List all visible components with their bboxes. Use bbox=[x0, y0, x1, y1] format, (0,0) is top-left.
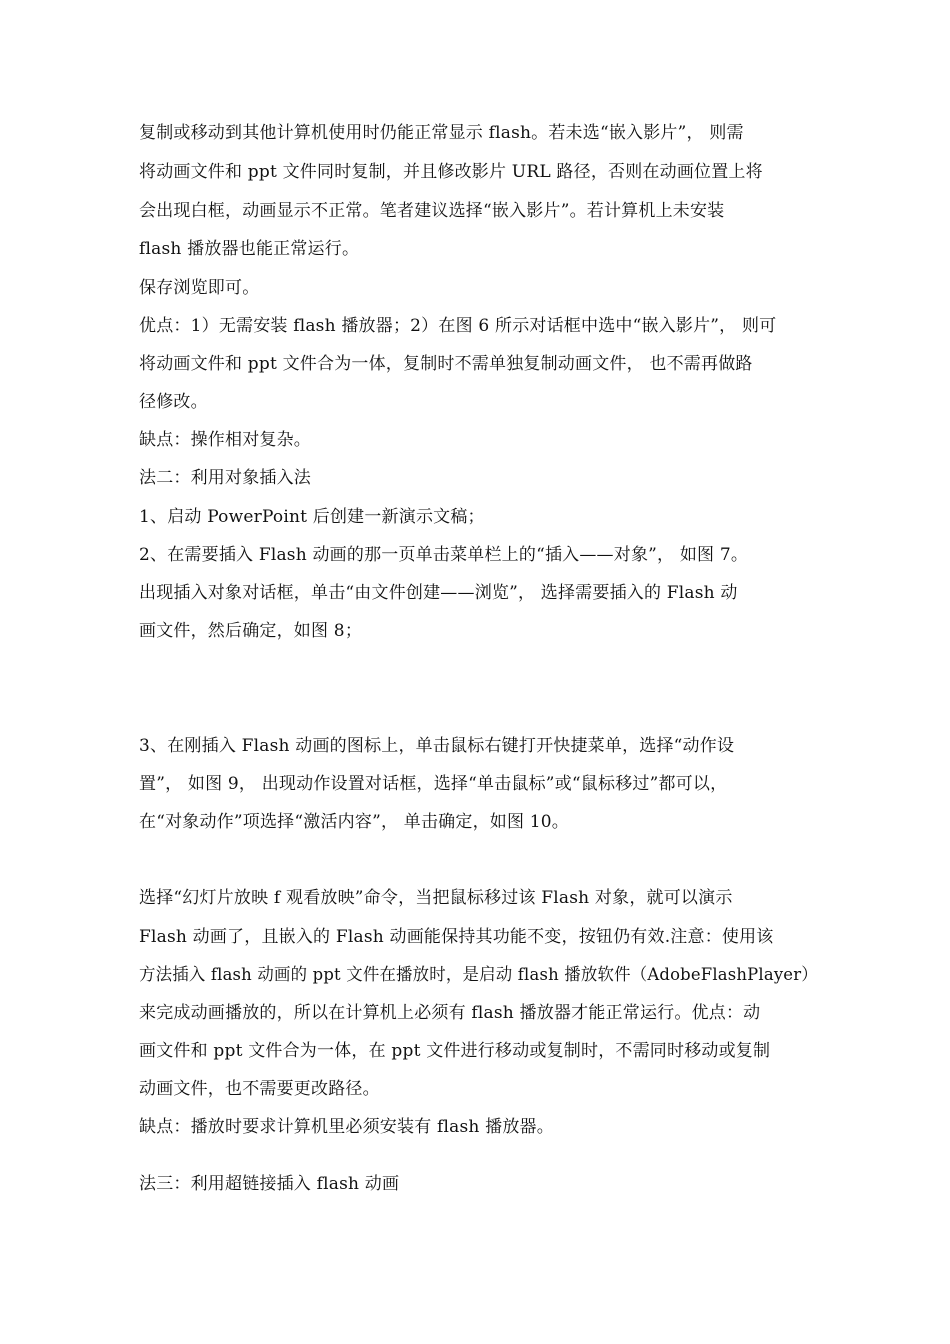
text-line: 置”， 如图 9， 出现动作设置对话框，选择“单击鼠标”或“鼠标移过”都可以， bbox=[139, 774, 728, 794]
text-line: 在“对象动作”项选择“激活内容”， 单击确定，如图 10。 bbox=[139, 812, 570, 832]
text-line: Flash 动画了，且嵌入的 Flash 动画能保持其功能不变，按钮仍有效.注意：使用该 bbox=[139, 927, 774, 947]
text-line: 来完成动画播放的，所以在计算机上必须有 flash 播放器才能正常运行。优点：动 bbox=[139, 1003, 761, 1023]
text-line: 缺点：操作相对复杂。 bbox=[139, 430, 311, 450]
text-line: 画文件和 ppt 文件合为一体，在 ppt 文件进行移动或复制时，不需同时移动或复制 bbox=[139, 1041, 771, 1061]
text-line: 将动画文件和 ppt 文件合为一体，复制时不需单独复制动画文件， 也不需再做路 bbox=[139, 354, 753, 374]
text-line: 出现插入对象对话框，单击“由文件创建——浏览”， 选择需要插入的 Flash 动 bbox=[139, 583, 738, 603]
text-line: 2、在需要插入 Flash 动画的那一页单击菜单栏上的“插入——对象”， 如图 7。 bbox=[139, 545, 749, 565]
text-line: 画文件，然后确定，如图 8； bbox=[139, 621, 363, 641]
text-line: 动画文件，也不需要更改路径。 bbox=[139, 1079, 380, 1099]
text-line: 3、在刚插入 Flash 动画的图标上，单击鼠标右键打开快捷菜单，选择“动作设 bbox=[139, 736, 735, 756]
text-line: 保存浏览即可。 bbox=[139, 278, 260, 298]
text-line: 缺点：播放时要求计算机里必须安装有 flash 播放器。 bbox=[139, 1117, 554, 1137]
text-line: 方法插入 flash 动画的 ppt 文件在播放时，是启动 flash 播放软件（AdobeFlashPlayer） bbox=[139, 965, 818, 985]
text-line: 1、启动 PowerPoint 后创建一新演示文稿； bbox=[139, 507, 485, 527]
text-line: 复制或移动到其他计算机使用时仍能正常显示 flash。若未选“嵌入影片”， 则需 bbox=[139, 123, 744, 143]
text-line: 优点：1）无需安装 flash 播放器；2）在图 6 所示对话框中选中“嵌入影片”， 则可 bbox=[139, 316, 777, 336]
section-heading: 法三：利用超链接插入 flash 动画 bbox=[139, 1174, 400, 1194]
text-line: 径修改。 bbox=[139, 392, 208, 412]
text-line: 会出现白框，动画显示不正常。笔者建议选择“嵌入影片”。若计算机上未安装 bbox=[139, 201, 725, 221]
text-line: 选择“幻灯片放映 f 观看放映”命令，当把鼠标移过该 Flash 对象，就可以演示 bbox=[139, 888, 733, 908]
section-heading: 法二：利用对象插入法 bbox=[139, 468, 311, 488]
text-line: flash 播放器也能正常运行。 bbox=[139, 239, 360, 259]
text-line: 将动画文件和 ppt 文件同时复制，并且修改影片 URL 路径，否则在动画位置上将 bbox=[139, 162, 763, 182]
